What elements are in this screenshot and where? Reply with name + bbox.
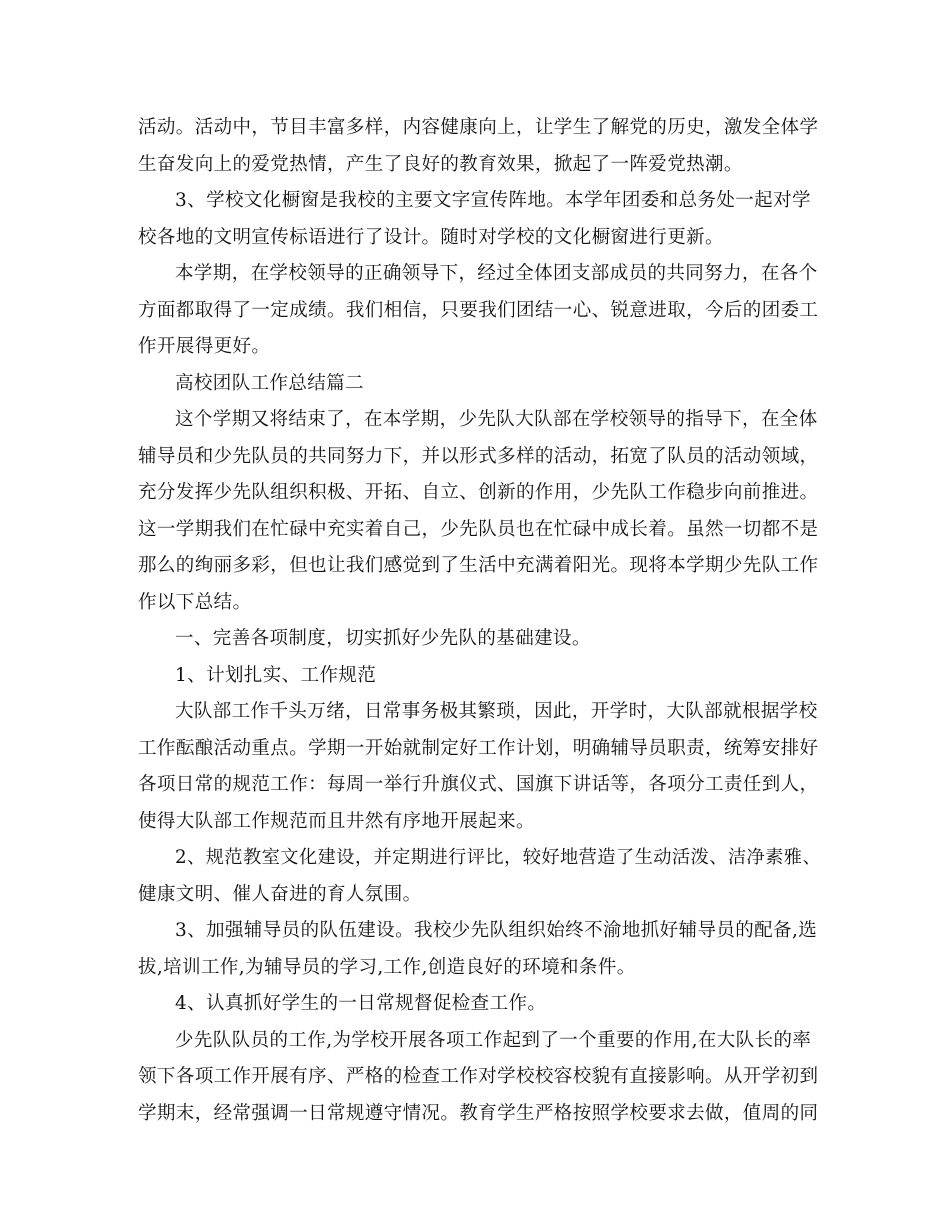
text-line: 方面都取得了一定成绩。我们相信，只要我们团结一心、锐意进取，今后的团委工 bbox=[138, 300, 819, 321]
text-line: 4、认真抓好学生的一日常规督促检查工作。 bbox=[175, 993, 547, 1014]
text-line: 活动。活动中，节目丰富多样，内容健康向上，让学生了解党的历史，激发全体学 bbox=[138, 117, 819, 138]
text-line: 本学期，在学校领导的正确领导下，经过全体团支部成员的共同努力，在各个 bbox=[175, 263, 818, 284]
text-line: 校各地的文明宣传标语进行了设计。随时对学校的文化橱窗进行更新。 bbox=[138, 227, 724, 248]
text-line: 这一学期我们在忙碌中充实着自己，少先队员也在忙碌中成长着。虽然一切都不是 bbox=[138, 519, 819, 540]
text-line: 使得大队部工作规范而且井然有序地开展起来。 bbox=[138, 811, 535, 832]
text-line: 这个学期又将结束了，在本学期，少先队大队部在学校领导的指导下，在全体 bbox=[175, 409, 818, 430]
text-line: 2、规范教室文化建设，并定期进行评比，较好地营造了生动活泼、洁净素雅、 bbox=[175, 847, 822, 868]
text-line: 1、计划扎实、工作规范 bbox=[175, 665, 377, 686]
text-line: 健康文明、催人奋进的育人氛围。 bbox=[138, 884, 422, 905]
text-line: 大队部工作千头万绪，日常事务极其繁琐，因此，开学时，大队部就根据学校 bbox=[175, 701, 818, 722]
text-line: 辅导员和少先队员的共同努力下，并以形式多样的活动，拓宽了队员的活动领域， bbox=[138, 446, 819, 467]
text-line: 领下各项工作开展有序、严格的检查工作对学校校容校貌有直接影响。从开学初到 bbox=[138, 1066, 819, 1087]
text-line: 少先队队员的工作,为学校开展各项工作起到了一个重要的作用,在大队长的率 bbox=[175, 1030, 812, 1051]
text-line: 3、加强辅导员的队伍建设。我校少先队组织始终不渝地抓好辅导员的配备,选 bbox=[175, 920, 818, 941]
text-line: 作开展得更好。 bbox=[138, 336, 271, 357]
text-line: 生奋发向上的爱党热情，产生了良好的教育效果，掀起了一阵爱党热潮。 bbox=[138, 154, 743, 175]
text-line: 那么的绚丽多彩，但也让我们感觉到了生活中充满着阳光。现将本学期少先队工作 bbox=[138, 555, 819, 576]
section-heading: 高校团队工作总结篇二 bbox=[175, 373, 365, 394]
text-line: 拔,培训工作,为辅导员的学习,工作,创造良好的环境和条件。 bbox=[138, 957, 636, 978]
text-line: 工作酝酿活动重点。学期一开始就制定好工作计划，明确辅导员职责，统筹安排好 bbox=[138, 738, 819, 759]
text-line: 学期末，经常强调一日常规遵守情况。教育学生严格按照学校要求去做，值周的同 bbox=[138, 1103, 819, 1124]
text-line: 作以下总结。 bbox=[138, 592, 252, 613]
text-line: 充分发挥少先队组织积极、开拓、自立、创新的作用，少先队工作稳步向前推进。 bbox=[138, 482, 819, 503]
text-line: 一、完善各项制度，切实抓好少先队的基础建设。 bbox=[175, 628, 591, 649]
text-line: 3、学校文化橱窗是我校的主要文字宣传阵地。本学年团委和总务处一起对学 bbox=[175, 190, 811, 211]
text-line: 各项日常的规范工作：每周一举行升旗仪式、国旗下讲话等，各项分工责任到人， bbox=[138, 774, 819, 795]
